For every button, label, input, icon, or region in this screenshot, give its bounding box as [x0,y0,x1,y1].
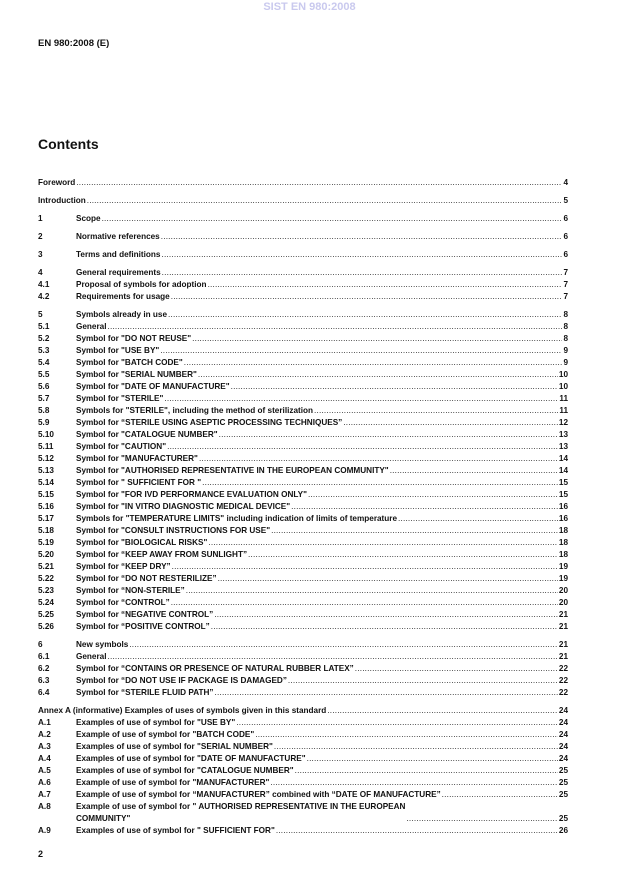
toc-entry-title: Introduction [38,196,86,205]
dot-leader [164,393,558,405]
toc-entry-page: 7 [563,268,568,277]
toc-entry-title: Symbols for "TEMPERATURE LIMITS" including indication of limits of temperature [76,514,398,523]
dot-leader [307,753,558,765]
toc-entry-page: 16 [558,514,568,523]
toc-entry[interactable] [38,453,568,465]
toc-entry-number: A.5 [38,766,51,775]
dot-leader [276,825,558,837]
toc-entry-title: Symbol for "BIOLOGICAL RISKS" [76,538,208,547]
toc-entry-title: Example of use of symbol for "BATCH CODE" [76,730,255,739]
toc-entry-title: Symbol for “KEEP DRY” [76,562,171,571]
toc-entry-page: 25 [558,790,568,799]
toc-entry[interactable] [38,741,568,753]
toc-entry-page: 24 [558,706,568,715]
toc-entry-page: 20 [558,598,568,607]
toc-entry-page: 19 [558,562,568,571]
toc-group [38,705,568,837]
toc-entry[interactable] [38,213,568,225]
toc-entry-title: Examples of use of symbol for "SERIAL NUMBER" [76,742,273,751]
toc-entry-page: 18 [558,538,568,547]
dot-leader [308,489,558,501]
toc-entry-number: 5.6 [38,382,50,391]
dot-leader [343,417,558,429]
toc-entry-number: A.1 [38,718,51,727]
dot-leader [442,789,558,801]
toc-entry-title: Examples of use of symbol for "CATALOGUE NUMBER" [76,766,294,775]
toc-entry-page: 20 [558,586,568,595]
toc-entry-page: 25 [558,766,568,775]
toc-entry-number: A.7 [38,790,51,799]
toc-group [38,231,568,243]
dot-leader [295,765,558,777]
dot-leader [271,525,558,537]
toc-entry-number: 6 [38,640,43,649]
toc-group [38,249,568,261]
contents-heading: Contents [38,136,99,152]
dot-leader [231,381,558,393]
dot-leader [160,345,562,357]
dot-leader [202,477,558,489]
toc-entry-title: General [76,652,107,661]
toc-entry[interactable] [38,345,568,357]
toc-entry-number: 5.14 [38,478,54,487]
toc-entry-number: A.9 [38,826,51,835]
toc-entry[interactable] [38,393,568,405]
dot-leader [214,609,558,621]
toc-entry-page: 5 [563,196,568,205]
dot-leader [208,279,563,291]
toc-entry-title: General [76,322,107,331]
toc-entry[interactable] [38,321,568,333]
toc-entry-title: Symbol for "CATALOGUE NUMBER" [76,430,218,439]
toc-entry-number: 4 [38,268,43,277]
page-number: 2 [38,849,44,859]
toc-entry-title: Normative references [76,232,160,241]
toc-entry[interactable] [38,417,568,429]
toc-entry-title: Symbol for "FOR IVD PERFORMANCE EVALUATION ONLY" [76,490,307,499]
toc-entry-number: 5.22 [38,574,54,583]
toc-entry[interactable] [38,597,568,609]
toc-entry[interactable] [38,561,568,573]
toc-entry-number: 5.18 [38,526,54,535]
toc-entry-number: 1 [38,214,43,223]
toc-entry[interactable] [38,405,568,417]
toc-entry[interactable] [38,765,568,777]
toc-entry-page: 9 [563,358,568,367]
toc-entry[interactable] [38,705,568,717]
toc-entry-title: Symbol for "DATE OF MANUFACTURE" [76,382,230,391]
toc-entry-page: 24 [558,730,568,739]
dot-leader [215,687,558,699]
toc-entry-number: 5.17 [38,514,54,523]
toc-entry-title: Symbol for "DO NOT REUSE" [76,334,192,343]
dot-leader [161,249,562,261]
toc-entry-title: Symbols already in use [76,310,168,319]
toc-entry-number: 5.16 [38,502,54,511]
toc-group [38,195,568,207]
toc-entry-title: Symbol for "CAUTION" [76,442,167,451]
toc-entry-page: 8 [563,322,568,331]
toc-entry-title: Symbol for “STERILE FLUID PATH” [76,688,214,697]
toc-entry-page: 18 [558,550,568,559]
toc-entry-number: 5.5 [38,370,50,379]
dot-leader [398,513,558,525]
toc-entry-title: Example of use of symbol for “MANUFACTURER” combined with “DATE OF MANUFACTURE” [76,790,441,799]
toc-entry-page: 11 [559,406,568,415]
toc-entry-title: Examples of use of symbol for "USE BY" [76,718,236,727]
toc-entry-page: 13 [558,430,568,439]
toc-entry[interactable] [38,729,568,741]
dot-leader [162,267,563,279]
dot-leader [198,369,558,381]
dot-leader [218,573,558,585]
toc-entry-title: Examples of use of symbol for "DATE OF MANUFACTURE" [76,754,306,763]
toc-entry-page: 21 [558,640,568,649]
toc-entry-title: Example of use of symbol for "MANUFACTURER" [76,778,270,787]
dot-leader [314,405,558,417]
toc-entry-number: A.4 [38,754,51,763]
toc-entry-title: Symbol for "USE BY" [76,346,160,355]
watermark: SIST EN 980:2008 [263,1,356,13]
toc-entry-page: 22 [558,664,568,673]
toc-entry[interactable] [38,333,568,345]
toc-entry-title: Symbol for “NON-STERILE” [76,586,185,595]
toc-entry-title: Example of use of symbol for " AUTHORISED REPRESENTATIVE IN THE EUROPEAN [76,802,406,811]
toc-entry-page: 6 [563,250,568,259]
toc-entry-number: 5.19 [38,538,54,547]
toc-entry-page: 6 [563,214,568,223]
dot-leader [76,177,562,189]
toc-entry[interactable] [38,573,568,585]
dot-leader [87,195,563,207]
dot-leader [171,597,558,609]
toc-entry-number: 5.21 [38,562,54,571]
dot-leader [186,585,558,597]
toc-entry-title: Examples of use of symbol for " SUFFICIENT FOR" [76,826,275,835]
toc-entry-page: 13 [558,442,568,451]
toc-entry-number: 5.25 [38,610,54,619]
toc-entry[interactable] [38,177,568,189]
toc-entry-number: 5.2 [38,334,50,343]
toc-entry-page: 10 [558,370,568,379]
toc-entry-title: Symbol for “CONTROL” [76,598,170,607]
toc-entry-page: 15 [558,490,568,499]
toc-entry-number: 5.20 [38,550,54,559]
toc-entry-title: Symbol for “KEEP AWAY FROM SUNLIGHT” [76,550,248,559]
toc-entry-title: Symbol for “POSITIVE CONTROL” [76,622,210,631]
toc-entry-page: 8 [563,334,568,343]
toc-entry-title: Symbol for " SUFFICIENT FOR " [76,478,202,487]
toc-entry[interactable] [38,231,568,243]
toc-entry-title: Symbol for "STERILE" [76,394,164,403]
toc-entry[interactable] [38,501,568,513]
toc-entry-title-wrap [76,801,405,825]
toc-entry-title: Symbol for "BATCH CODE" [76,358,183,367]
toc-entry-title: Terms and definitions [76,250,161,259]
toc-entry-page: 22 [558,688,568,697]
toc-entry-number: 5.4 [38,358,50,367]
toc-entry[interactable] [38,663,568,675]
toc-group [38,213,568,225]
toc-entry-page: 9 [563,346,568,355]
toc-entry-number: A.3 [38,742,51,751]
toc-entry-number: A.2 [38,730,51,739]
dot-leader [270,777,558,789]
toc-entry-title: Symbol for "MANUFACTURER" [76,454,198,463]
toc-entry-title: Symbol for "IN VITRO DIAGNOSTIC MEDICAL DEVICE" [76,502,291,511]
dot-leader [102,213,563,225]
toc-group [38,177,568,189]
dot-leader [291,501,558,513]
toc-entry-title: Symbol for “CONTAINS OR PRESENCE OF NATURAL RUBBER LATEX” [76,664,354,673]
toc-entry-number: 5.3 [38,346,50,355]
toc-entry-number: A.6 [38,778,51,787]
dot-leader [129,639,558,651]
dot-leader [161,231,563,243]
toc-entry-number: 4.1 [38,280,50,289]
dot-leader [108,651,558,663]
toc-entry[interactable] [38,465,568,477]
toc-entry-number: 6.2 [38,664,50,673]
dot-leader [288,675,558,687]
toc-entry-title: Symbol for "SERIAL NUMBER" [76,370,197,379]
toc-entry[interactable] [38,789,568,801]
toc-entry-title: Requirements for usage [76,292,170,301]
toc-entry-page: 16 [558,502,568,511]
toc-entry[interactable] [38,249,568,261]
toc-entry-page: 11 [559,394,568,403]
toc-entry-number: 5.9 [38,418,50,427]
dot-leader [406,813,557,825]
toc-entry[interactable] [38,621,568,633]
dot-leader [390,465,558,477]
toc-entry[interactable] [38,825,568,837]
toc-entry-number: 5.1 [38,322,50,331]
toc-entry[interactable] [38,753,568,765]
toc-entry[interactable] [38,513,568,525]
toc-entry-number: 6.1 [38,652,50,661]
toc-entry-page: 24 [558,754,568,763]
toc-entry-title-continued: COMMUNITY" [76,814,131,823]
toc-entry-title: Symbols for "STERILE", including the method of sterilization [76,406,314,415]
toc-entry[interactable] [38,195,568,207]
toc-entry-title: Symbol for "CONSULT INSTRUCTIONS FOR USE" [76,526,271,535]
toc-entry-number: 5.12 [38,454,54,463]
dot-leader [172,561,558,573]
toc-entry-page: 15 [558,478,568,487]
dot-leader [255,729,558,741]
toc-entry-page: 21 [558,610,568,619]
toc-entry-number: 5.11 [38,442,54,451]
toc-entry-title: Symbol for “NEGATIVE CONTROL” [76,610,214,619]
toc-entry-number: 4.2 [38,292,50,301]
toc-entry[interactable] [38,291,568,303]
toc-entry[interactable] [38,357,568,369]
toc-entry-number: 5.8 [38,406,50,415]
dot-leader [327,705,558,717]
toc-entry-title: Symbol for "AUTHORISED REPRESENTATIVE IN THE EUROPEAN COMMUNITY" [76,466,389,475]
toc-entry-number: 5.24 [38,598,54,607]
toc-entry-page: 24 [558,742,568,751]
dot-leader [171,291,563,303]
toc-entry-page: 6 [563,232,568,241]
toc-entry-page: 26 [558,826,568,835]
dot-leader [208,537,558,549]
toc-entry-page: 4 [563,178,568,187]
dot-leader [192,333,562,345]
toc-entry-page: 14 [558,466,568,475]
toc-entry-page: 22 [558,676,568,685]
dot-leader [199,453,558,465]
toc-entry[interactable] [38,267,568,279]
dot-leader [211,621,558,633]
toc-entry-title: General requirements [76,268,161,277]
toc-group [38,309,568,633]
toc-entry-page: 7 [563,292,568,301]
toc-entry-title: Symbol for “DO NOT USE IF PACKAGE IS DAMAGED” [76,676,287,685]
toc-entry[interactable] [38,429,568,441]
toc-entry-number: A.8 [38,802,51,811]
toc-entry-page: 24 [558,718,568,727]
toc-entry-page: 18 [558,526,568,535]
toc-entry[interactable] [38,585,568,597]
toc-entry[interactable] [38,279,568,291]
toc-entry[interactable] [38,777,568,789]
toc-entry-page: 19 [558,574,568,583]
toc-entry-page: 10 [558,382,568,391]
toc-entry-title: New symbols [76,640,129,649]
dot-leader [108,321,563,333]
toc-entry[interactable] [38,489,568,501]
dot-leader [184,357,563,369]
toc-entry[interactable] [38,639,568,651]
toc-entry-title: Foreword [38,178,76,187]
toc-entry-number: 2 [38,232,43,241]
toc-entry[interactable] [38,549,568,561]
toc-entry[interactable] [38,717,568,729]
toc-entry[interactable] [38,675,568,687]
toc-entry-number: 6.4 [38,688,50,697]
toc-entry[interactable] [38,369,568,381]
dot-leader [219,429,558,441]
toc-entry[interactable] [38,651,568,663]
document-id-header: EN 980:2008 (E) [38,38,110,49]
toc-entry-title: Scope [76,214,101,223]
toc-entry-title: Symbol for “STERILE USING ASEPTIC PROCESSING TECHNIQUES” [76,418,343,427]
toc-entry[interactable] [38,801,568,825]
toc-entry[interactable] [38,537,568,549]
toc-entry-number: 3 [38,250,43,259]
toc-entry-page: 21 [558,622,568,631]
toc-entry[interactable] [38,441,568,453]
toc-group [38,639,568,699]
dot-leader [355,663,558,675]
toc-entry-page: 8 [563,310,568,319]
toc-entry-number: 5 [38,310,43,319]
toc-entry-page: 21 [558,652,568,661]
toc-entry[interactable] [38,381,568,393]
toc-entry[interactable] [38,309,568,321]
dot-leader [168,309,562,321]
toc-entry-page: 25 [558,814,568,823]
toc-entry[interactable] [38,609,568,621]
dot-leader [248,549,558,561]
dot-leader [274,741,558,753]
toc-entry-title: Proposal of symbols for adoption [76,280,207,289]
toc-entry-number: 5.15 [38,490,54,499]
dot-leader [167,441,558,453]
toc-entry[interactable] [38,525,568,537]
toc-entry[interactable] [38,477,568,489]
toc-entry-page: 7 [563,280,568,289]
toc-entry-number: 5.26 [38,622,54,631]
toc-entry-page: 12 [558,418,568,427]
table-of-contents [38,171,568,837]
toc-entry-page: 14 [558,454,568,463]
toc-entry[interactable] [38,687,568,699]
toc-entry-title: Annex A (informative) Examples of uses of symbols given in this standard [38,706,327,715]
toc-entry-number: 5.10 [38,430,54,439]
toc-entry-number: 6.3 [38,676,50,685]
toc-group [38,267,568,303]
toc-entry-number: 5.13 [38,466,54,475]
toc-entry-page: 25 [558,778,568,787]
toc-entry-number: 5.7 [38,394,50,403]
toc-entry-title: Symbol for “DO NOT RESTERILIZE” [76,574,217,583]
toc-entry-number: 5.23 [38,586,54,595]
dot-leader [236,717,558,729]
